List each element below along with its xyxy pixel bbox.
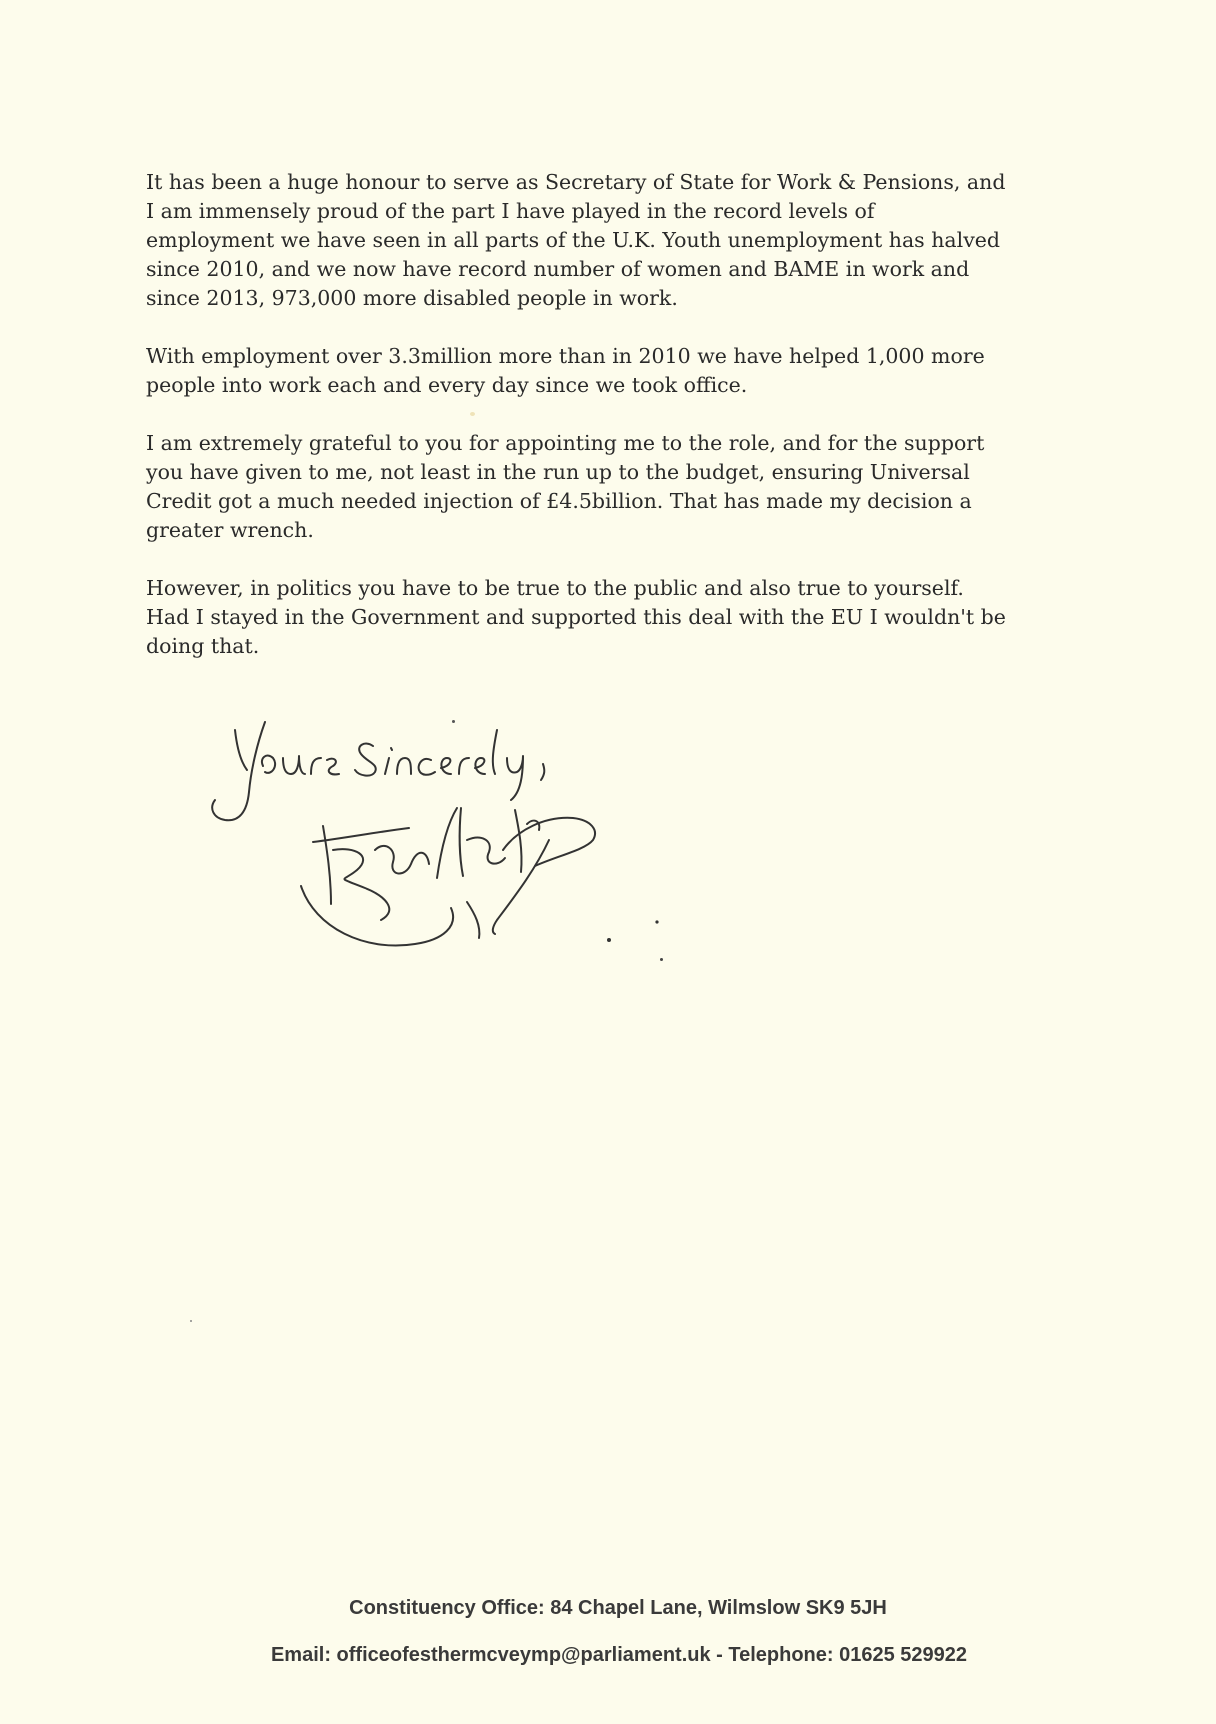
scan-speck: [660, 958, 663, 961]
text-line: It has been a huge honour to serve as Secretary of State for Work & Pensions, and: [146, 170, 1006, 194]
closing-stroke: [262, 756, 275, 773]
closing-stroke: [283, 756, 305, 774]
closing-stroke: [441, 758, 451, 774]
signature-stroke: [467, 902, 479, 938]
text-line: Had I stayed in the Government and supported this deal with the EU I wouldn't be: [146, 605, 1006, 629]
paragraph-3: [146, 429, 1046, 545]
signature-stroke: [515, 810, 539, 872]
closing-stroke: [419, 759, 435, 775]
closing-stroke: [475, 758, 485, 774]
signature-stroke: [437, 808, 463, 878]
closing-stroke: [507, 756, 523, 800]
scan-speck: [452, 720, 455, 723]
closing-stroke: [385, 748, 392, 774]
text-line: Credit got a much needed injection of £4.5billion. That has made my decision a: [146, 489, 972, 513]
text-line: With employment over 3.3million more than in 2010 we have helped 1,000 more: [146, 344, 985, 368]
closing-stroke: [311, 758, 339, 774]
constituency-office-address: Constituency Office: 84 Chapel Lane, Wilmslow SK9 5JH: [349, 1597, 887, 1619]
closing-stroke: [459, 758, 469, 774]
ink-dot: [607, 938, 611, 942]
text-line: employment we have seen in all parts of the U.K. Youth unemployment has halved: [146, 228, 1001, 252]
paragraph-2: [146, 342, 1046, 400]
text-line: I am extremely grateful to you for appointing me to the role, and for the support: [146, 431, 985, 455]
handwritten-signature: [205, 700, 725, 980]
text-line: you have given to me, not least in the run up to the budget, ensuring Universal: [146, 460, 970, 484]
letter-body: [146, 168, 1046, 690]
text-line: since 2013, 973,000 more disabled people in work.: [146, 286, 678, 310]
paragraph-4: [146, 574, 1046, 661]
text-line: However, in politics you have to be true to the public and also true to yourself.: [146, 576, 964, 600]
scan-speck: [190, 1320, 192, 1322]
closing-stroke: [493, 730, 497, 774]
text-line: doing that.: [146, 634, 260, 658]
paragraph-1: [146, 168, 1046, 313]
closing-stroke: [541, 764, 544, 780]
ink-dot: [655, 920, 658, 923]
closing-stroke: [397, 758, 411, 774]
closing-stroke: [355, 744, 376, 776]
contact-details: Email: officeofesthermcveymp@parliament.uk - Telephone: 01625 529922: [270, 1644, 968, 1666]
signature-stroke: [467, 838, 505, 864]
text-line: people into work each and every day since we took office.: [146, 373, 748, 397]
closing-stroke: [212, 722, 265, 820]
text-line: I am immensely proud of the part I have played in the record levels of: [146, 199, 875, 223]
text-line: greater wrench.: [146, 518, 314, 542]
scan-speck: [470, 412, 475, 416]
signature-stroke: [333, 849, 389, 920]
signature-stroke: [375, 846, 429, 874]
text-line: since 2010, and we now have record number of women and BAME in work and: [146, 257, 970, 281]
